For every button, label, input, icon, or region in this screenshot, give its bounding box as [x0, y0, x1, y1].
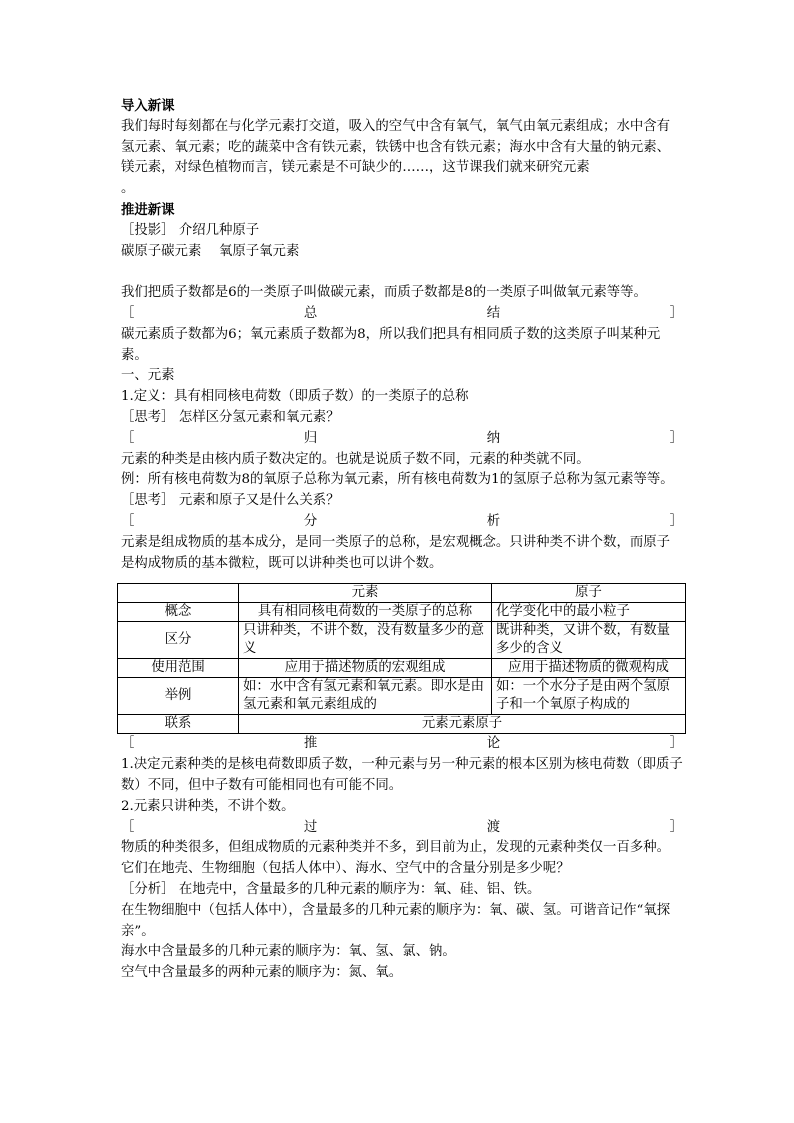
table-row-label: 区分: [118, 622, 239, 659]
label-char: 分: [303, 513, 318, 529]
think-question-1: ［思考］ 怎样区分氢元素和氧元素？: [121, 409, 340, 425]
table-cell: 应用于描述物质的宏观组成: [239, 659, 492, 678]
table-header-cell: [118, 584, 239, 603]
table-cell: 只讲种类，不讲个数，没有数量多少的意义: [239, 622, 492, 659]
table-cell: 具有相同核电荷数的一类原子的总称: [239, 603, 492, 622]
table-row: [118, 622, 686, 659]
intro-paragraph: [121, 117, 683, 200]
table-row: [118, 659, 686, 678]
intro-body: 我们每时每刻都在与化学元素打交道，吸入的空气中含有氧气，氧气由氧元素组成；水中含有氢元素、氧元素；吃的蔬菜中含有铁元素，铁锈中也含有铁元素；海水中含有大量的钠元素、镁元素，对绿色植物而言，镁元素是不可缺少的……，这节课我们就来研究元素: [121, 118, 671, 176]
projection-note: ［投影］ 介绍几种原子: [121, 222, 260, 238]
bracket-close: ］: [669, 819, 683, 835]
bracket-close: ］: [669, 305, 683, 321]
bracket-open: ［: [121, 513, 135, 529]
section-heading: 一、元素: [121, 368, 175, 384]
label-char: 推: [303, 736, 318, 752]
table-row: [118, 678, 686, 715]
paragraph-3: 元素的种类是由核内质子数决定的。也就是说质子数不同，元素的种类就不同。: [121, 451, 590, 467]
table-header-row: [118, 584, 686, 603]
bracket-open: ［: [121, 736, 135, 752]
paragraph-7: 物质的种类很多，但组成物质的元素种类并不多，到目前为止，发现的元素种类仅一百多种。它们在地壳、生物细胞（包括人体中）、海水、空气中的含量分别是多少呢？: [121, 840, 671, 877]
label-char: 析: [486, 513, 501, 529]
table-cell: 应用于描述物质的微观构成: [492, 659, 686, 678]
bracket-close: ］: [669, 513, 683, 529]
paragraph-5: 1.决定元素种类的是核电荷数即质子数，一种元素与另一种元素的根本区别为核电荷数（即质子数）不同，但中子数有可能相同也有可能不同。: [121, 757, 683, 793]
table-row-label: 举例: [118, 678, 239, 715]
label-char: 纳: [486, 430, 501, 446]
advance-heading: 推进新课: [121, 201, 175, 218]
table-cell: 如：水中含有氢元素和氧元素。即水是由氢元素和氧元素组成的: [239, 678, 492, 715]
paragraph-4: 元素是组成物质的基本成分，是同一类原子的总称，是宏观概念。只讲种类不讲个数，而原子是构成物质的基本微粒，既可以讲种类也可以讲个数。: [121, 534, 671, 571]
table-header-cell: 原子: [492, 584, 686, 603]
bracket-close: ］: [669, 430, 683, 446]
label-char: 渡: [486, 819, 501, 835]
atoms-line: 碳原子碳元素 氧原子氧元素: [121, 243, 300, 259]
analyze-label: [121, 512, 683, 533]
bracket-close: ］: [669, 736, 683, 752]
transition-label: [121, 818, 683, 839]
table-header-cell: 元素: [239, 584, 492, 603]
table-cell: 化学变化中的最小粒子: [492, 603, 686, 622]
paragraph-1: 我们把质子数都是6的一类原子叫做碳元素，而质子数都是8的一类原子叫做氧元素等等。: [121, 285, 647, 301]
paragraph-2: 碳元素质子数都为6；氧元素质子数都为8，所以我们把具有相同质子数的这类原子叫某种元素。: [121, 326, 661, 363]
example: 例：所有核电荷数为8的氧原子总称为氧元素，所有核电荷数为1的氢原子总称为氢元素等等。: [121, 472, 674, 488]
analysis-note: ［分析］ 在地壳中，含量最多的几种元素的顺序为：氧、硅、铝、铁。: [121, 881, 541, 897]
paragraph-10: 空气中含量最多的两种元素的顺序为：氮、氧。: [121, 965, 403, 981]
comparison-table: [117, 583, 686, 734]
label-char: 结: [486, 305, 501, 321]
table-row: [118, 603, 686, 622]
document-page: [121, 96, 683, 984]
bracket-open: ［: [121, 819, 135, 835]
bracket-open: ［: [121, 430, 135, 446]
table-row-label: 概念: [118, 603, 239, 622]
infer-label: [121, 734, 683, 755]
paragraph-6: 2.元素只讲种类，不讲个数。: [121, 798, 295, 814]
paragraph-8: 在生物细胞中（包括人体中），含量最多的几种元素的顺序为：氧、碳、氢。可谐音记作“氧探亲”。: [121, 902, 671, 939]
blank-line: [121, 262, 683, 283]
table-cell: 既讲种类，又讲个数，有数量多少的含义: [492, 622, 686, 659]
paragraph-9: 海水中含量最多的几种元素的顺序为：氧、氢、氯、钠。: [121, 944, 456, 960]
label-char: 归: [303, 430, 318, 446]
definition: 1.定义：具有相同核电荷数（即质子数）的一类原子的总称: [121, 389, 469, 405]
intro-body-tail: 。: [121, 181, 135, 197]
table-row-label: 联系: [118, 715, 239, 734]
label-char: 总: [303, 305, 318, 321]
table-cell: 如：一个水分子是由两个氢原子和一个氧原子构成的: [492, 678, 686, 715]
table-row-label: 使用范围: [118, 659, 239, 678]
table-cell: 元素元素原子: [239, 715, 686, 734]
think-question-2: ［思考］ 元素和原子又是什么关系？: [121, 493, 340, 509]
summary-label: [121, 304, 683, 325]
label-char: 论: [486, 736, 501, 752]
table-row: [118, 715, 686, 734]
induce-label: [121, 429, 683, 450]
label-char: 过: [303, 819, 318, 835]
intro-heading: 导入新课: [121, 98, 175, 114]
bracket-open: ［: [121, 305, 135, 321]
